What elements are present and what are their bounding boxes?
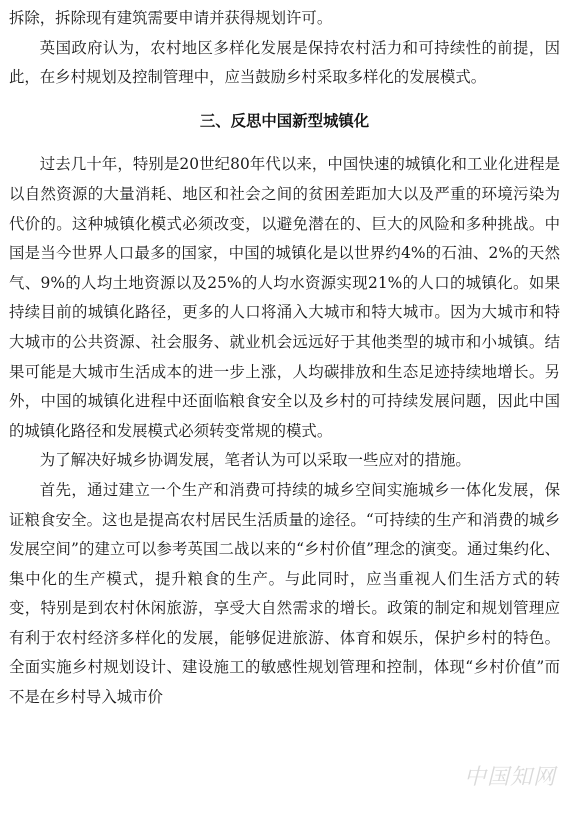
- watermark-logo: 中国知网: [463, 764, 556, 790]
- section-heading: 三、反思中国新型城镇化: [199, 111, 370, 130]
- paragraph-continuation: 拆除，拆除现有建筑需要申请并获得规划许可。: [9, 9, 333, 27]
- paragraph-urbanization-cost: 过去几十年，特别是20世纪80年代以来，中国快速的城镇化和工业化进程是以自然资源的大量消耗、地区和社会之间的贫困差距加大以及严重的环境污染为代价的。这种城镇化模式必须改变，以避免潜在的、巨大的风险和多种挑战。中国是当今世界人口最多的国家，中国的城镇化是以世界约4%的石油、2%的天然气、9%的人均土地资源以及25%的人均水资源实现21%的人口的城镇化。如果持续目前的城镇化路径，更多的人口将涌入大城市和特大城市。因为大城市和特大城市的公共资源、社会服务、就业机会远远好于其他类型的城市和小城镇。结果可能是大城市生活成本的进一步上涨，人均碳排放和生态足迹持续地增长。另外，中国的城镇化进程中还面临粮食安全以及乡村的可持续发展问题，因此中国的城镇化路径和发展模式必须转变常规的模式。: [9, 155, 560, 440]
- paragraph-rural-diversification: 英国政府认为，农村地区多样化发展是保持农村活力和可持续性的前提，因此，在乡村规划及控制管理中，应当鼓励乡村采取多样化的发展模式。: [9, 38, 560, 87]
- paragraph-measures-intro: 为了解决好城乡协调发展，笔者认为可以采取一些应对的措施。: [39, 451, 471, 470]
- paragraph-first-measure: 首先，通过建立一个生产和消费可持续的城乡空间实施城乡一体化发展，保证粮食安全。这也是提高农村居民生活质量的途径。“可持续的生产和消费的城乡发展空间”的建立可以参考英国二战以来的“乡村价值”理念的演变。通过集约化、集中化的生产模式，提升粮食的生产。与此同时，应当重视人们生活方式的转变，特别是到农村休闲旅游，享受大自然需求的增长。政策的制定和规划管理应有利于农村经济多样化的发展，能够促进旅游、体育和娱乐，保护乡村的特色。全面实施乡村规划设计、建设施工的敏感性规划管理和控制，体现“乡村价值”而不是在乡村导入城市价: [9, 480, 560, 707]
